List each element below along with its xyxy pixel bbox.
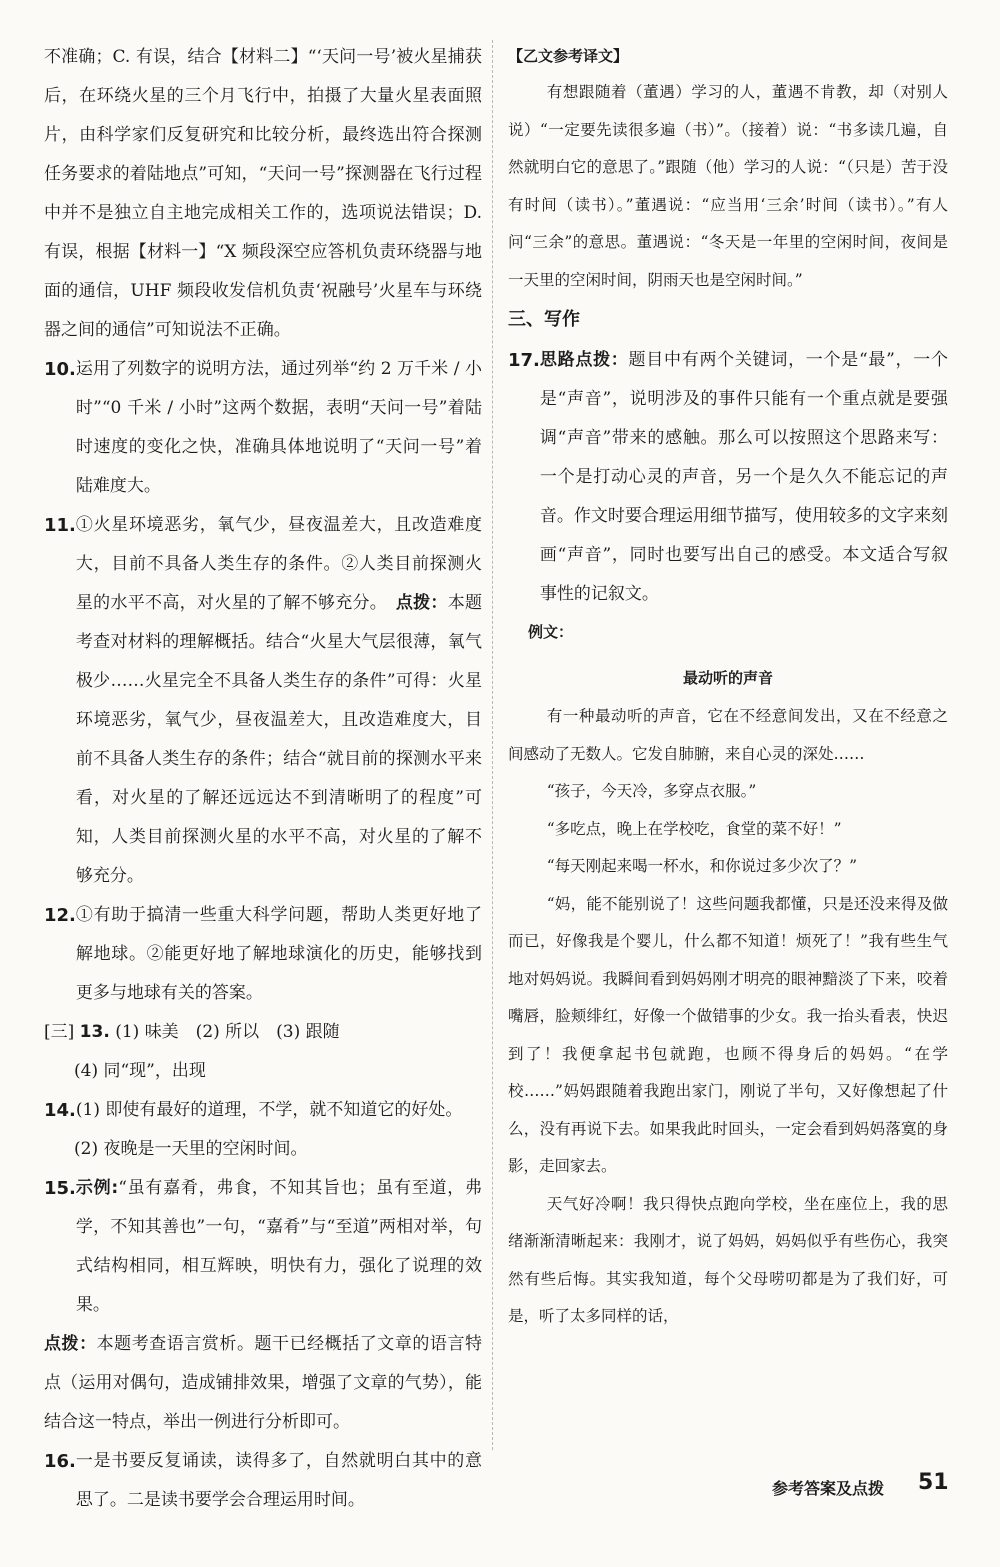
question-17: [508, 341, 948, 614]
question-number: 15.: [44, 1178, 76, 1199]
answer-text: 运用了列数字的说明方法，通过列举“约 2 万千米 / 小时”“0 千米 / 小时”这两个数据，表明“天问一号”着陆时速度的变化之快，准确具体地说明了“天问一号”着陆难度大。: [75, 359, 482, 496]
answer-text: ①有助于搞清一些重大科学问题，帮助人类更好地了解地球。②能更好地了解地球演化的历史，能够找到更多与地球有关的答案。: [75, 905, 482, 1003]
answer-text: “虽有嘉肴，弗食，不知其旨也；虽有至道，弗学，不知其善也”一句，“嘉肴”与“至道”两相对举，句式结构相同，相互辉映，明快有力，强化了说理的效果。: [75, 1178, 482, 1315]
answer-9-continuation: 不准确；C. 有误，结合【材料二】“‘天问一号’被火星捕获后，在环绕火星的三个月飞行中，拍摄了大量火星表面照片，由科学家们反复研究和比较分析，最终选出符合探测任务要求的着陆地点”可知，“天问一号”探测器在飞行过程中并不是独立自主地完成相关工作的，选项说法错误；D. 有误，根据【材料一】“X 频段深空应答机负责环绕器与地面的通信，UHF 频段收发信机负责‘祝融号’火星车与环绕器之间的通信”可知说法不正确。: [44, 47, 482, 340]
answer-line-1: (1) 即使有最好的道理，不学，就不知道它的好处。: [75, 1100, 463, 1120]
section-heading: 三、写作: [508, 309, 580, 330]
example-label: 示例:: [75, 1178, 119, 1198]
question-12: [44, 896, 482, 1013]
question-number: 16.: [44, 1451, 76, 1472]
translation-label: 【乙文参考译文】: [508, 47, 629, 65]
column-divider: [492, 40, 493, 1450]
answer-text: [76, 506, 482, 896]
hint-label: 点拨：: [395, 593, 448, 613]
answer-line-2: (4) 同“现”，出现: [74, 1061, 206, 1081]
section-prefix: [三]: [44, 1022, 75, 1042]
left-column: [44, 38, 482, 1520]
question-number: 11.: [44, 515, 76, 536]
question-10: [44, 350, 482, 506]
essay-paragraph: “孩子，今天冷，多穿点衣服。”: [546, 782, 757, 800]
question-13: [44, 1013, 482, 1052]
page-number: 51: [918, 1470, 949, 1495]
essay-paragraph: “妈，能不能别说了！这些问题我都懂，只是还没来得及做而已，好像我是个婴儿，什么都不知道！烦死了！”我有些生气地对妈妈说。我瞬间看到妈妈刚才明亮的眼神黯淡了下来，咬着嘴唇，脸颊绯红，好像一个做错事的少女。我一抬头看表，快迟到了！我便拿起书包就跑，也顾不得身后的妈妈。“在学校……”妈妈跟随着我跑出家门，刚说了半句，又好像想起了什么，没有再说下去。如果我此时回头，一定会看到妈妈落寞的身影，走回家去。: [508, 894, 948, 1175]
answer-main: ①火星环境恶劣，氧气少，昼夜温差大，且改造难度大，目前不具备人类生存的条件。②人类目前探测火星的水平不高，对火星的了解不够充分。: [75, 515, 482, 613]
essay-paragraph: 天气好冷啊！我只得快点跑向学校，坐在座位上，我的思绪渐渐清晰起来：我刚才，说了妈妈，妈妈似乎有些伤心，我突然有些后悔。其实我知道，每个父母唠叨都是为了我们好，可是，听了太多同样的话，: [508, 1194, 948, 1325]
example-label: 例文：: [528, 623, 574, 641]
question-14: [44, 1091, 482, 1130]
essay-paragraph: “多吃点，晚上在学校吃，食堂的菜不好！”: [546, 819, 842, 838]
question-number: 12.: [44, 905, 76, 926]
right-column: [508, 38, 948, 1336]
question-15: [44, 1169, 482, 1325]
question-number: 10.: [44, 359, 76, 380]
question-number: 13.: [79, 1022, 110, 1042]
hint-paragraph: [44, 1325, 482, 1442]
question-11: [44, 506, 482, 896]
footer-label: 参考答案及点拨: [772, 1479, 885, 1498]
essay-paragraph: 有一种最动听的声音，它在不经意间发出，又在不经意之间感动了无数人。它发自肺腑，来自心灵的深处……: [508, 707, 948, 763]
hint-text: 题目中有两个关键词，一个是“最”，一个是“声音”，说明涉及的事件只能有一个重点就是要强调“声音”带来的感触。那么可以按照这个思路来写：一个是打动心灵的声音，另一个是久久不能忘记的声音。作文时要合理运用细节描写，使用较多的文字来刻画“声音”，同时也要写出自己的感受。本文适合写叙事性的记叙文。: [539, 350, 948, 604]
question-number: 17.: [508, 350, 540, 371]
hint-text: 本题考查语言赏析。题干已经概括了文章的语言特点（运用对偶句，造成铺排效果，增强了文章的气势），能结合这一特点，举出一例进行分析即可。: [44, 1334, 482, 1432]
answer-line-2: (2) 夜晚是一天里的空闲时间。: [74, 1139, 308, 1159]
essay-paragraph: “每天刚起来喝一杯水，和你说过多少次了？”: [546, 857, 858, 875]
question-number: 14.: [44, 1100, 76, 1121]
answer-text: 一是书要反复诵读，读得多了，自然就明白其中的意思了。二是读书要学会合理运用时间。: [75, 1451, 482, 1510]
translation-text: 有想跟随着（董遇）学习的人，董遇不肯教，却（对别人说）“一定要先读很多遍（书）”。（接着）说：“书多读几遍，自然就明白它的意思了。”跟随（他）学习的人说：“（只是）苦于没有时间（读书）。”董遇说：“应当用‘三余’时间（读书）。”有人问“三余”的意思。董遇说：“冬天是一年里的空闲时间，夜间是一天里的空闲时间，阴雨天也是空闲时间。”: [508, 83, 948, 289]
answer-line-1: (1) 味美 (2) 所以 (3) 跟随: [115, 1022, 340, 1042]
hint-label: 点拨：: [44, 1334, 97, 1354]
hint-text: 本题考查对材料的理解概括。结合“火星大气层很薄，氧气极少……火星完全不具备人类生存的条件”可得：火星环境恶劣，氧气少，昼夜温差大，且改造难度大，目前不具备人类生存的条件；结合“就目前的探测水平来看，对火星的了解还远远达不到清晰明了的程度”可知，人类目前探测火星的水平不高，对火星的了解不够充分。: [75, 593, 483, 886]
question-16: [44, 1442, 482, 1520]
essay-title: 最动听的声音: [682, 669, 773, 687]
hint-label: 思路点拨：: [539, 350, 629, 370]
